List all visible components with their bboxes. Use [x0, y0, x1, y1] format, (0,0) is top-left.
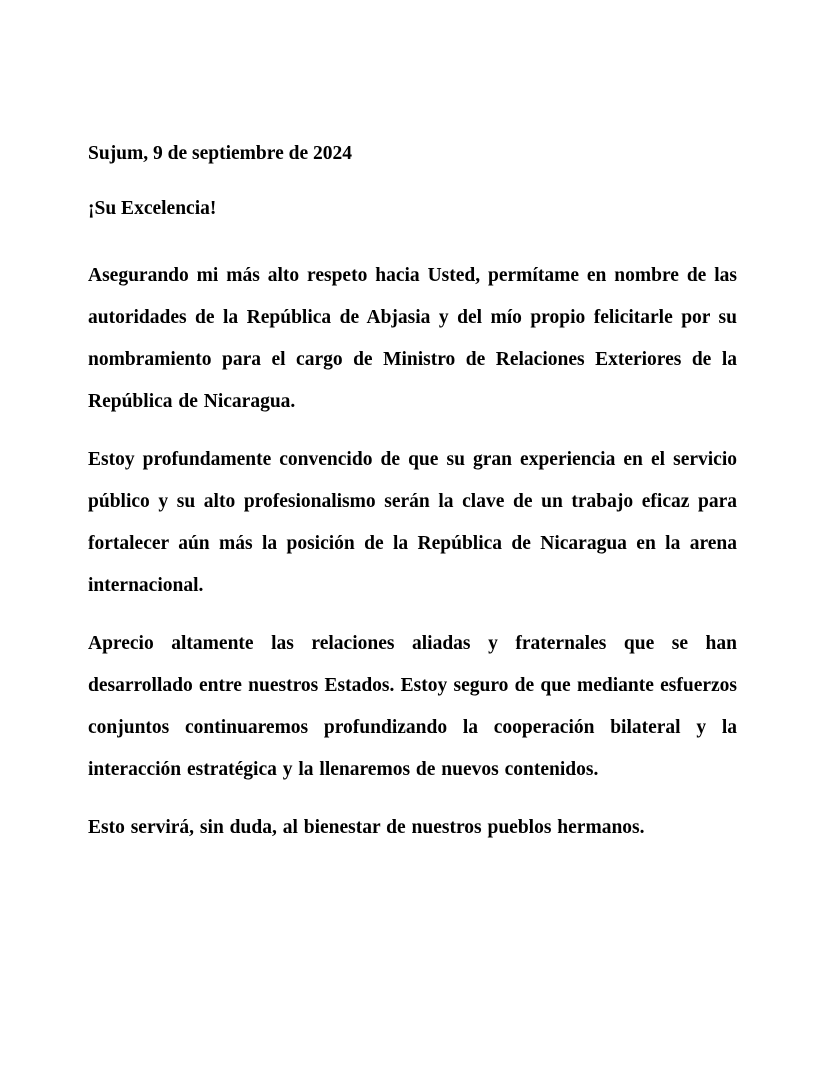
letter-body [88, 143, 737, 849]
paragraph: Aprecio altamente las relaciones aliadas y fraternales que se han desarrollado entre nuestros Estados. Estoy seguro de que mediante esfuerzos conjuntos continuaremos profundizando la cooperación bilateral y la interacción estratégica y la llenaremos de nuevos contenidos. [88, 633, 737, 780]
paragraph: Estoy profundamente convencido de que su gran experiencia en el servicio público y su alto profesionalismo serán la clave de un trabajo eficaz para fortalecer aún más la posición de la República de Nicaragua en la arena internacional. [88, 449, 737, 596]
paragraph: Esto servirá, sin duda, al bienestar de nuestros pueblos hermanos. [88, 817, 645, 838]
paragraph: Asegurando mi más alto respeto hacia Usted, permítame en nombre de las autoridades de la República de Abjasia y del mío propio felicitarle por su nombramiento para el cargo de Ministro de Relaciones Exteriores de la República de Nicaragua. [88, 265, 737, 412]
dateline: Sujum, 9 de septiembre de 2024 [88, 143, 352, 164]
salutation: ¡Su Excelencia! [88, 198, 217, 219]
